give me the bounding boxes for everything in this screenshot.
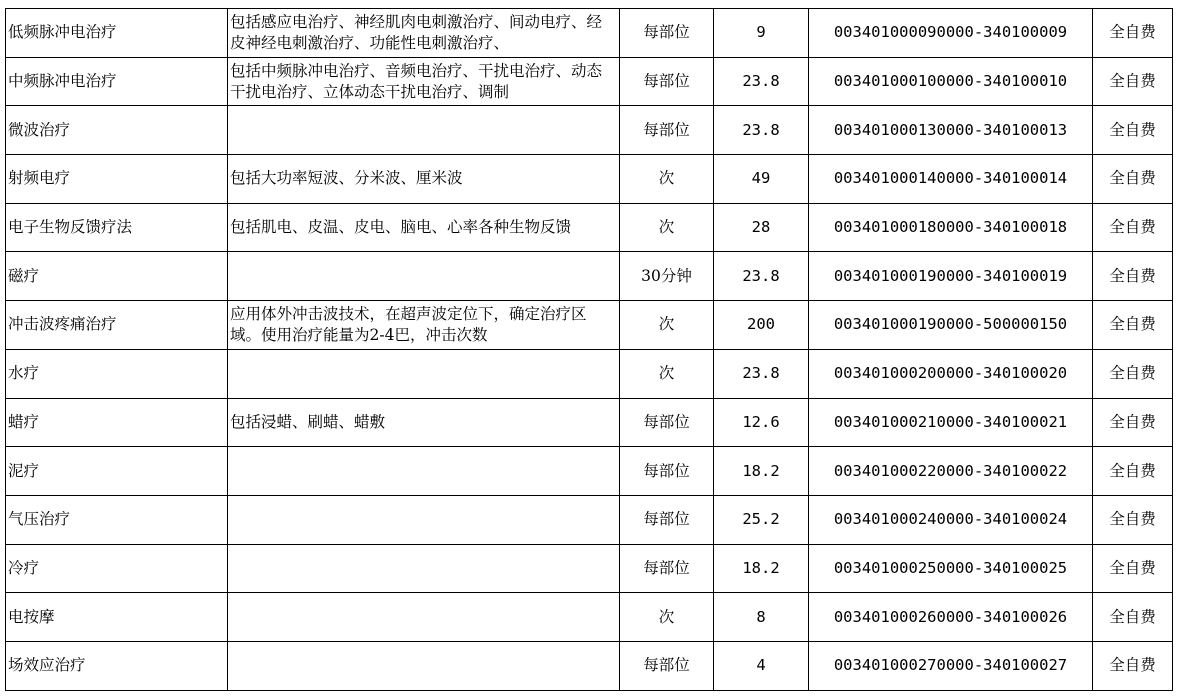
item-name-cell: 泥疗 — [6, 447, 228, 496]
item-code-cell: 003401000100000-340100010 — [809, 57, 1093, 106]
item-name-cell: 场效应治疗 — [6, 641, 228, 690]
payment-category-cell: 全自费 — [1093, 641, 1173, 690]
price-cell: 25.2 — [714, 495, 809, 544]
price-cell: 12.6 — [714, 398, 809, 447]
item-code-cell: 003401000130000-340100013 — [809, 106, 1093, 155]
pricing-unit-cell: 次 — [620, 155, 714, 204]
table-row — [6, 641, 1173, 690]
pricing-unit-cell: 次 — [620, 593, 714, 642]
item-name-cell: 冷疗 — [6, 544, 228, 593]
description-text: 包括大功率短波、分米波、厘米波 — [230, 169, 463, 188]
payment-category-cell: 全自费 — [1093, 447, 1173, 496]
description-text: 包括中频脉冲电治疗、音频电治疗、干扰电治疗、动态干扰电治疗、立体动态干扰电治疗、调制 — [230, 61, 603, 101]
price-cell: 8 — [714, 593, 809, 642]
item-description-cell — [228, 447, 620, 496]
item-code-cell: 003401000200000-340100020 — [809, 349, 1093, 398]
pricing-unit-cell: 次 — [620, 203, 714, 252]
payment-category-cell: 全自费 — [1093, 495, 1173, 544]
table-row — [6, 544, 1173, 593]
item-code-cell: 003401000190000-340100019 — [809, 252, 1093, 301]
item-name-cell: 电按摩 — [6, 593, 228, 642]
item-description-cell — [228, 544, 620, 593]
price-cell: 23.8 — [714, 57, 809, 106]
item-code-cell: 003401000210000-340100021 — [809, 398, 1093, 447]
table-row — [6, 593, 1173, 642]
pricing-unit-cell: 每部位 — [620, 495, 714, 544]
item-description-cell — [228, 9, 620, 58]
pricing-unit-cell: 次 — [620, 301, 714, 350]
item-description-cell — [228, 593, 620, 642]
item-code-cell: 003401000090000-340100009 — [809, 9, 1093, 58]
payment-category-cell: 全自费 — [1093, 203, 1173, 252]
item-name-cell: 气压治疗 — [6, 495, 228, 544]
table-row — [6, 447, 1173, 496]
payment-category-cell: 全自费 — [1093, 301, 1173, 350]
payment-category-cell: 全自费 — [1093, 349, 1173, 398]
pricing-unit-cell: 每部位 — [620, 9, 714, 58]
item-description-cell — [228, 641, 620, 690]
item-description-cell — [228, 301, 620, 350]
item-code-cell: 003401000270000-340100027 — [809, 641, 1093, 690]
item-name-cell: 低频脉冲电治疗 — [6, 9, 228, 58]
pricing-unit-cell: 每部位 — [620, 57, 714, 106]
table-row — [6, 398, 1173, 447]
item-description-cell — [228, 495, 620, 544]
payment-category-cell: 全自费 — [1093, 57, 1173, 106]
pricing-unit-cell: 每部位 — [620, 106, 714, 155]
item-code-cell: 003401000240000-340100024 — [809, 495, 1093, 544]
item-name-cell: 水疗 — [6, 349, 228, 398]
item-name-cell: 蜡疗 — [6, 398, 228, 447]
pricing-unit-cell: 30分钟 — [620, 252, 714, 301]
description-text: 包括浸蜡、刷蜡、蜡敷 — [230, 412, 386, 431]
item-description-cell — [228, 106, 620, 155]
item-name-cell: 电子生物反馈疗法 — [6, 203, 228, 252]
item-name-cell: 中频脉冲电治疗 — [6, 57, 228, 106]
price-cell: 18.2 — [714, 447, 809, 496]
table-row — [6, 106, 1173, 155]
payment-category-cell: 全自费 — [1093, 106, 1173, 155]
item-description-cell — [228, 349, 620, 398]
description-text: 应用体外冲击波技术，在超声波定位下，确定治疗区域。使用治疗能量为2-4巴，冲击次数 — [230, 304, 587, 344]
payment-category-cell: 全自费 — [1093, 398, 1173, 447]
item-name-cell: 磁疗 — [6, 252, 228, 301]
payment-category-cell: 全自费 — [1093, 9, 1173, 58]
price-cell: 28 — [714, 203, 809, 252]
table-row — [6, 495, 1173, 544]
item-code-cell: 003401000180000-340100018 — [809, 203, 1093, 252]
price-cell: 4 — [714, 641, 809, 690]
item-description-cell — [228, 57, 620, 106]
item-name-cell: 冲击波疼痛治疗 — [6, 301, 228, 350]
item-description-cell — [228, 398, 620, 447]
item-description-cell — [228, 252, 620, 301]
table-row — [6, 9, 1173, 58]
item-code-cell: 003401000190000-500000150 — [809, 301, 1093, 350]
fee-schedule-table — [5, 8, 1173, 691]
price-cell: 23.8 — [714, 252, 809, 301]
item-name-cell: 射频电疗 — [6, 155, 228, 204]
price-cell: 23.8 — [714, 349, 809, 398]
table-row — [6, 155, 1173, 204]
item-code-cell: 003401000140000-340100014 — [809, 155, 1093, 204]
price-cell: 200 — [714, 301, 809, 350]
price-cell: 9 — [714, 9, 809, 58]
pricing-unit-cell: 每部位 — [620, 398, 714, 447]
description-text: 包括感应电治疗、神经肌肉电刺激治疗、间动电疗、经皮神经电刺激治疗、功能性电刺激治疗、 — [230, 12, 603, 52]
item-code-cell: 003401000260000-340100026 — [809, 593, 1093, 642]
table-row — [6, 301, 1173, 350]
price-cell: 23.8 — [714, 106, 809, 155]
item-name-cell: 微波治疗 — [6, 106, 228, 155]
price-cell: 49 — [714, 155, 809, 204]
payment-category-cell: 全自费 — [1093, 252, 1173, 301]
table-body — [6, 9, 1173, 691]
item-code-cell: 003401000250000-340100025 — [809, 544, 1093, 593]
pricing-unit-cell: 每部位 — [620, 641, 714, 690]
pricing-unit-cell: 次 — [620, 349, 714, 398]
table-row — [6, 203, 1173, 252]
item-description-cell — [228, 155, 620, 204]
pricing-unit-cell: 每部位 — [620, 447, 714, 496]
description-text: 包括肌电、皮温、皮电、脑电、心率各种生物反馈 — [230, 218, 572, 237]
pricing-unit-cell: 每部位 — [620, 544, 714, 593]
table-row — [6, 252, 1173, 301]
payment-category-cell: 全自费 — [1093, 155, 1173, 204]
table-row — [6, 57, 1173, 106]
item-description-cell — [228, 203, 620, 252]
table-row — [6, 349, 1173, 398]
price-cell: 18.2 — [714, 544, 809, 593]
payment-category-cell: 全自费 — [1093, 593, 1173, 642]
payment-category-cell: 全自费 — [1093, 544, 1173, 593]
item-code-cell: 003401000220000-340100022 — [809, 447, 1093, 496]
